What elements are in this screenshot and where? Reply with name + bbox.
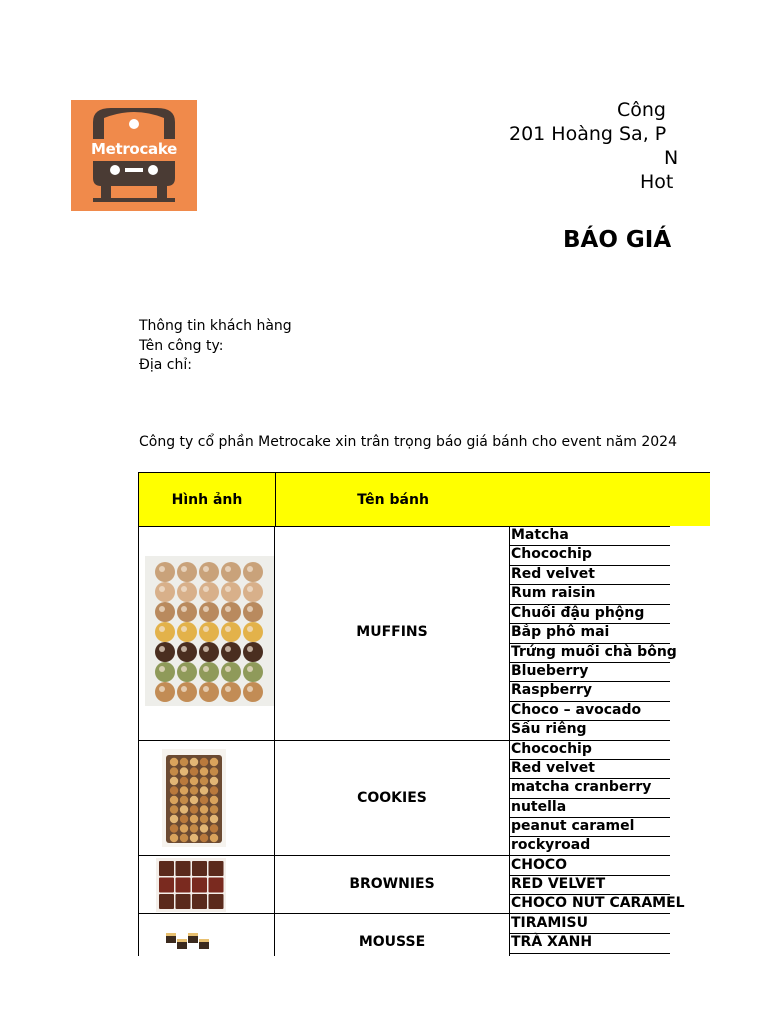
logo-wordmark: Metrocake (90, 140, 178, 158)
mousse-photo (164, 925, 212, 955)
muffins-photo (145, 556, 274, 706)
flavor-item: Matcha (511, 527, 569, 543)
category-mousse: MOUSSE (358, 934, 426, 950)
flavor-separator (509, 953, 670, 954)
category-cookies: COOKIES (357, 790, 427, 806)
customer-company-label: Tên công ty: (139, 338, 224, 354)
company-contact-line: N (664, 147, 679, 169)
flavor-item: Blueberry (511, 663, 589, 679)
flavor-item: TIRAMISU (511, 915, 588, 931)
company-hotline: Hot (640, 171, 674, 193)
flavor-item: CHOCO (511, 857, 568, 873)
row-separator (138, 855, 670, 856)
row-separator (138, 526, 670, 527)
flavor-item: Trứng muối chà bông (511, 644, 677, 660)
row-separator (138, 913, 670, 914)
flavor-item: Red velvet (511, 566, 595, 582)
company-name: Công (617, 99, 666, 121)
flavor-item: Rum raisin (511, 585, 596, 601)
metrocake-logo (71, 100, 197, 211)
table-header (138, 472, 710, 526)
brownies-photo (156, 858, 226, 912)
table-border-col2 (509, 526, 510, 956)
flavor-item: Choco – avocado (511, 702, 642, 718)
customer-address-label: Địa chỉ: (139, 357, 192, 373)
header-image: Hình ảnh (171, 492, 243, 508)
flavor-item: CHOCO NUT CARAMEL (511, 895, 685, 911)
customer-info-heading: Thông tin khách hàng (139, 318, 292, 334)
flavor-item: Raspberry (511, 682, 593, 698)
category-muffins: MUFFINS (356, 624, 428, 640)
cookies-photo (162, 749, 226, 847)
flavor-item: Chocochip (511, 546, 592, 562)
flavor-item: TRÀ XANH (511, 934, 593, 950)
table-border-left (138, 526, 139, 956)
flavor-item: rockyroad (511, 837, 591, 853)
intro-text: Công ty cổ phần Metrocake xin trân trọng báo giá bánh cho event năm 2024 (139, 434, 677, 450)
flavor-item: Chocochip (511, 741, 592, 757)
flavor-item: RED VELVET (511, 876, 606, 892)
flavor-item: Bắp phô mai (511, 624, 610, 640)
company-address: 201 Hoàng Sa, P (509, 123, 667, 145)
flavor-item: Chuối đậu phộng (511, 605, 645, 621)
document-title: BÁO GIÁ (563, 227, 672, 253)
flavor-item: Sầu riêng (511, 721, 587, 737)
flavor-item: matcha cranberry (511, 779, 652, 795)
flavor-item: nutella (511, 799, 567, 815)
flavor-item: peanut caramel (511, 818, 635, 834)
flavor-item: Red velvet (511, 760, 595, 776)
category-brownies: BROWNIES (349, 876, 435, 892)
header-cake-name: Tên bánh (357, 492, 429, 508)
